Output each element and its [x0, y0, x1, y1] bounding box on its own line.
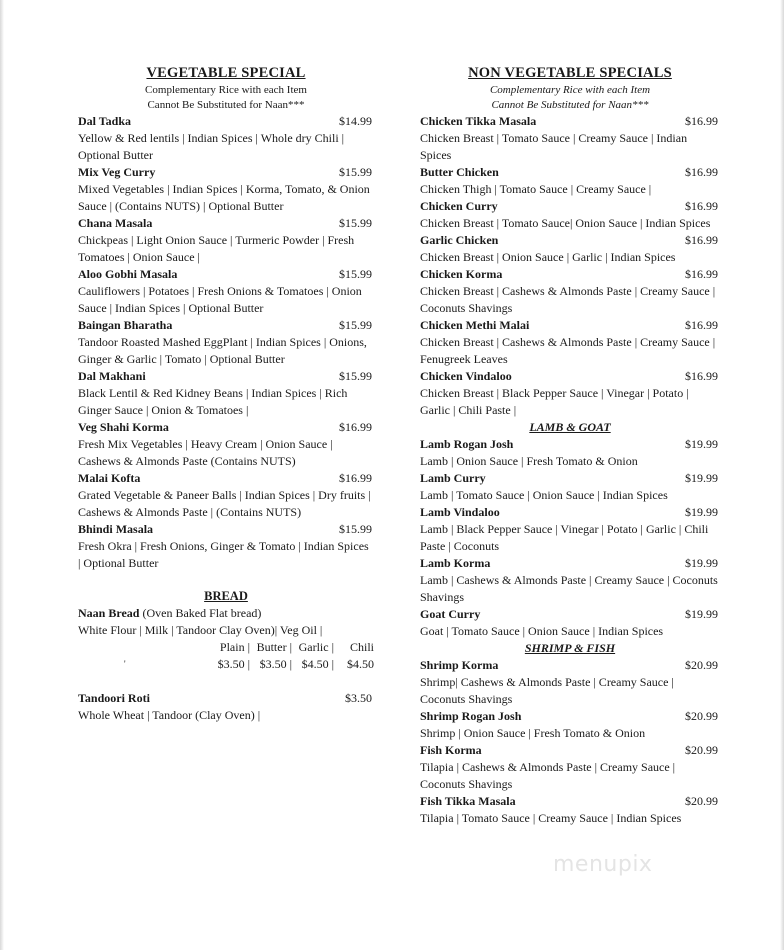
- item-price: $16.99: [685, 318, 718, 332]
- item-name: Malai Kofta: [78, 471, 141, 485]
- menu-item: [420, 436, 720, 470]
- item-description: Shrimp| Cashews & Almonds Paste | Creamy Sauce | Coconuts Shavings: [420, 675, 674, 706]
- item-name: Chicken Korma: [420, 267, 503, 281]
- naan-price-butter: $3.50 |: [259, 657, 292, 671]
- menupix-watermark: menupix: [553, 852, 653, 877]
- menu-item: [78, 419, 374, 470]
- nonveg-rice-note: Complementary Rice with each Item: [489, 84, 651, 96]
- item-price: $15.99: [339, 216, 372, 230]
- naan-price-garlic: $4.50 |: [301, 657, 334, 671]
- item-price: $16.99: [685, 114, 718, 128]
- menu-item: [420, 368, 720, 419]
- menu-item: [420, 657, 720, 708]
- item-price: $15.99: [339, 165, 372, 179]
- item-price: $16.99: [339, 420, 372, 434]
- item-description: Black Lentil & Red Kidney Beans | Indian Spices | Rich Ginger Sauce | Onion & Tomatoes |: [78, 386, 348, 417]
- item-name: Fish Tikka Masala: [420, 794, 516, 808]
- item-name: Chicken Vindaloo: [420, 369, 512, 383]
- lamb-goat-heading: LAMB & GOAT: [529, 420, 611, 434]
- item-name: Chicken Curry: [420, 199, 498, 213]
- item-description: Chicken Breast | Black Pepper Sauce | Vinegar | Potato | Garlic | Chili Paste |: [420, 386, 689, 417]
- item-description: Lamb | Tomato Sauce | Onion Sauce | Indian Spices: [420, 488, 668, 502]
- item-description: Goat | Tomato Sauce | Onion Sauce | Indian Spices: [420, 624, 664, 638]
- stray-mark: ': [124, 659, 126, 669]
- item-price: $16.99: [339, 471, 372, 485]
- item-price: $3.50: [345, 691, 372, 705]
- item-description: Chicken Breast | Cashews & Almonds Paste | Creamy Sauce | Coconuts Shavings: [420, 284, 716, 315]
- menu-item: [78, 317, 374, 368]
- menu-item: [420, 504, 720, 555]
- lamb-item-list: [420, 436, 720, 640]
- item-price: $19.99: [685, 437, 718, 451]
- item-header: [78, 164, 374, 181]
- item-description: Lamb | Cashews & Almonds Paste | Creamy Sauce | Coconuts Shavings: [420, 573, 718, 604]
- vegetable-column: [78, 64, 374, 724]
- item-name: Dal Tadka: [78, 114, 132, 128]
- vegetable-naan-note: Cannot Be Substituted for Naan***: [147, 99, 305, 111]
- naan-variant-plain: Plain |: [219, 640, 250, 654]
- menu-item: [78, 368, 374, 419]
- item-header: [420, 504, 720, 521]
- item-description: Shrimp | Onion Sauce | Fresh Tomato & Onion: [420, 726, 646, 740]
- item-name: Shrimp Korma: [420, 658, 499, 672]
- naan-price-row: [78, 656, 374, 673]
- vegetable-section-title: VEGETABLE SPECIAL: [146, 65, 306, 81]
- item-name: Lamb Curry: [420, 471, 486, 485]
- item-description: Chicken Breast | Tomato Sauce | Creamy Sauce | Indian Spices: [420, 131, 688, 162]
- chicken-item-list: [420, 113, 720, 419]
- menu-item: [420, 606, 720, 640]
- item-name: Shrimp Rogan Josh: [420, 709, 522, 723]
- item-price: $15.99: [339, 267, 372, 281]
- menu-item: [420, 113, 720, 164]
- menu-item: [78, 113, 374, 164]
- item-header: [78, 368, 374, 385]
- item-name: Butter Chicken: [420, 165, 499, 179]
- menu-item: [420, 470, 720, 504]
- item-description: Chicken Breast | Cashews & Almonds Paste | Creamy Sauce | Fenugreek Leaves: [420, 335, 716, 366]
- item-name: Tandoori Roti: [78, 691, 150, 705]
- naan-variant-butter: Butter |: [256, 640, 292, 654]
- menu-item: [78, 164, 374, 215]
- item-price: $19.99: [685, 471, 718, 485]
- menu-item: [78, 470, 374, 521]
- menu-item: [420, 232, 720, 266]
- item-header: [420, 368, 720, 385]
- item-header: [420, 113, 720, 130]
- item-name: Chana Masala: [78, 216, 153, 230]
- item-description: Lamb | Onion Sauce | Fresh Tomato & Onion: [420, 454, 638, 468]
- item-name: Aloo Gobhi Masala: [78, 267, 178, 281]
- naan-name-note: (Oven Baked Flat bread): [142, 606, 262, 620]
- item-name: Garlic Chicken: [420, 233, 499, 247]
- item-header: [420, 742, 720, 759]
- menu-item: [420, 266, 720, 317]
- item-price: $15.99: [339, 369, 372, 383]
- tandoori-roti-item: [78, 690, 374, 724]
- item-header: [420, 606, 720, 623]
- item-name: Goat Curry: [420, 607, 481, 621]
- item-name: Lamb Rogan Josh: [420, 437, 514, 451]
- item-header: [420, 436, 720, 453]
- item-header: [78, 317, 374, 334]
- item-price: $15.99: [339, 318, 372, 332]
- item-header: [78, 690, 374, 707]
- item-price: $20.99: [685, 794, 718, 808]
- naan-item-name: [78, 605, 374, 622]
- naan-variant-chili: Chili: [349, 640, 374, 654]
- menu-item: [420, 742, 720, 793]
- item-price: $19.99: [685, 505, 718, 519]
- item-price: $20.99: [685, 658, 718, 672]
- naan-item-description: White Flour | Milk | Tandoor Clay Oven)| Veg Oil |: [78, 623, 323, 637]
- menu-item: [420, 793, 720, 827]
- item-description: Fresh Mix Vegetables | Heavy Cream | Onion Sauce | Cashews & Almonds Paste (Contains NUTS): [78, 437, 333, 468]
- item-price: $15.99: [339, 522, 372, 536]
- menu-item: [420, 198, 720, 232]
- item-header: [420, 266, 720, 283]
- item-name: Baingan Bharatha: [78, 318, 173, 332]
- nonveg-column: [420, 64, 720, 827]
- menu-item: [78, 266, 374, 317]
- item-header: [78, 419, 374, 436]
- vegetable-item-list: [78, 113, 374, 572]
- menu-item: [420, 164, 720, 198]
- item-header: [78, 266, 374, 283]
- menu-item: [78, 521, 374, 572]
- item-description: Tandoor Roasted Mashed EggPlant | Indian Spices | Onions, Ginger & Garlic | Tomato | Optional Butter: [78, 335, 367, 366]
- item-description: Chickpeas | Light Onion Sauce | Turmeric Powder | Fresh Tomatoes | Onion Sauce |: [78, 233, 355, 264]
- item-description: Cauliflowers | Potatoes | Fresh Onions & Tomatoes | Onion Sauce | Indian Spices | Optional Butter: [78, 284, 362, 315]
- shrimp-fish-heading: SHRIMP & FISH: [524, 641, 616, 655]
- naan-price-plain: $3.50 |: [217, 657, 250, 671]
- seafood-item-list: [420, 657, 720, 827]
- item-name: Mix Veg Curry: [78, 165, 156, 179]
- item-name: Fish Korma: [420, 743, 482, 757]
- item-header: [420, 708, 720, 725]
- item-name: Lamb Vindaloo: [420, 505, 500, 519]
- item-header: [78, 215, 374, 232]
- item-price: $16.99: [685, 165, 718, 179]
- nonveg-section-title: NON VEGETABLE SPECIALS: [468, 65, 672, 81]
- item-name: Chicken Methi Malai: [420, 318, 530, 332]
- item-name: Bhindi Masala: [78, 522, 154, 536]
- naan-variant-row: [78, 639, 374, 656]
- item-header: [420, 657, 720, 674]
- item-header: [420, 232, 720, 249]
- menu-item: [420, 555, 720, 606]
- item-header: [420, 198, 720, 215]
- item-name: Lamb Korma: [420, 556, 491, 570]
- item-price: $20.99: [685, 709, 718, 723]
- page-edge-left: [0, 0, 4, 950]
- item-name: Dal Makhani: [78, 369, 146, 383]
- item-price: $20.99: [685, 743, 718, 757]
- item-description: Lamb | Black Pepper Sauce | Vinegar | Potato | Garlic | Chili Paste | Coconuts: [420, 522, 709, 553]
- item-description: Chicken Thigh | Tomato Sauce | Creamy Sauce |: [420, 182, 652, 196]
- item-description: Yellow & Red lentils | Indian Spices | Whole dry Chili | Optional Butter: [78, 131, 345, 162]
- item-price: $19.99: [685, 556, 718, 570]
- item-header: [420, 470, 720, 487]
- item-header: [78, 113, 374, 130]
- item-header: [78, 521, 374, 538]
- item-name: Chicken Tikka Masala: [420, 114, 537, 128]
- item-price: $16.99: [685, 233, 718, 247]
- item-price: $19.99: [685, 607, 718, 621]
- item-header: [420, 793, 720, 810]
- item-description: Mixed Vegetables | Indian Spices | Korma, Tomato, & Onion Sauce | (Contains NUTS) | Optional Butter: [78, 182, 370, 213]
- nonveg-naan-note: Cannot Be Substituted for Naan***: [491, 99, 649, 111]
- item-description: Chicken Breast | Onion Sauce | Garlic | Indian Spices: [420, 250, 676, 264]
- menu-item: [420, 317, 720, 368]
- item-price: $16.99: [685, 267, 718, 281]
- item-description: Whole Wheat | Tandoor (Clay Oven) |: [78, 708, 261, 722]
- item-description: Grated Vegetable & Paneer Balls | Indian Spices | Dry fruits | Cashews & Almonds Paste | (Contains NUTS): [78, 488, 371, 519]
- menu-item: [420, 708, 720, 742]
- vegetable-rice-note: Complementary Rice with each Item: [145, 84, 307, 96]
- page-edge-right: [780, 0, 784, 950]
- item-header: [78, 470, 374, 487]
- item-price: $14.99: [339, 114, 372, 128]
- item-description: Chicken Breast | Tomato Sauce| Onion Sauce | Indian Spices: [420, 216, 711, 230]
- naan-name: Naan Bread: [78, 606, 140, 620]
- item-name: Veg Shahi Korma: [78, 420, 169, 434]
- item-description: Tilapia | Tomato Sauce | Creamy Sauce | Indian Spices: [420, 811, 682, 825]
- bread-section-title: BREAD: [204, 589, 248, 603]
- naan-variant-garlic: Garlic |: [298, 640, 334, 654]
- naan-price-chili: $4.50: [347, 657, 374, 671]
- item-description: Tilapia | Cashews & Almonds Paste | Creamy Sauce | Coconuts Shavings: [420, 760, 676, 791]
- item-header: [420, 164, 720, 181]
- item-header: [420, 555, 720, 572]
- item-price: $16.99: [685, 199, 718, 213]
- item-header: [420, 317, 720, 334]
- menu-item: [78, 215, 374, 266]
- item-description: Fresh Okra | Fresh Onions, Ginger & Tomato | Indian Spices | Optional Butter: [78, 539, 369, 570]
- item-price: $16.99: [685, 369, 718, 383]
